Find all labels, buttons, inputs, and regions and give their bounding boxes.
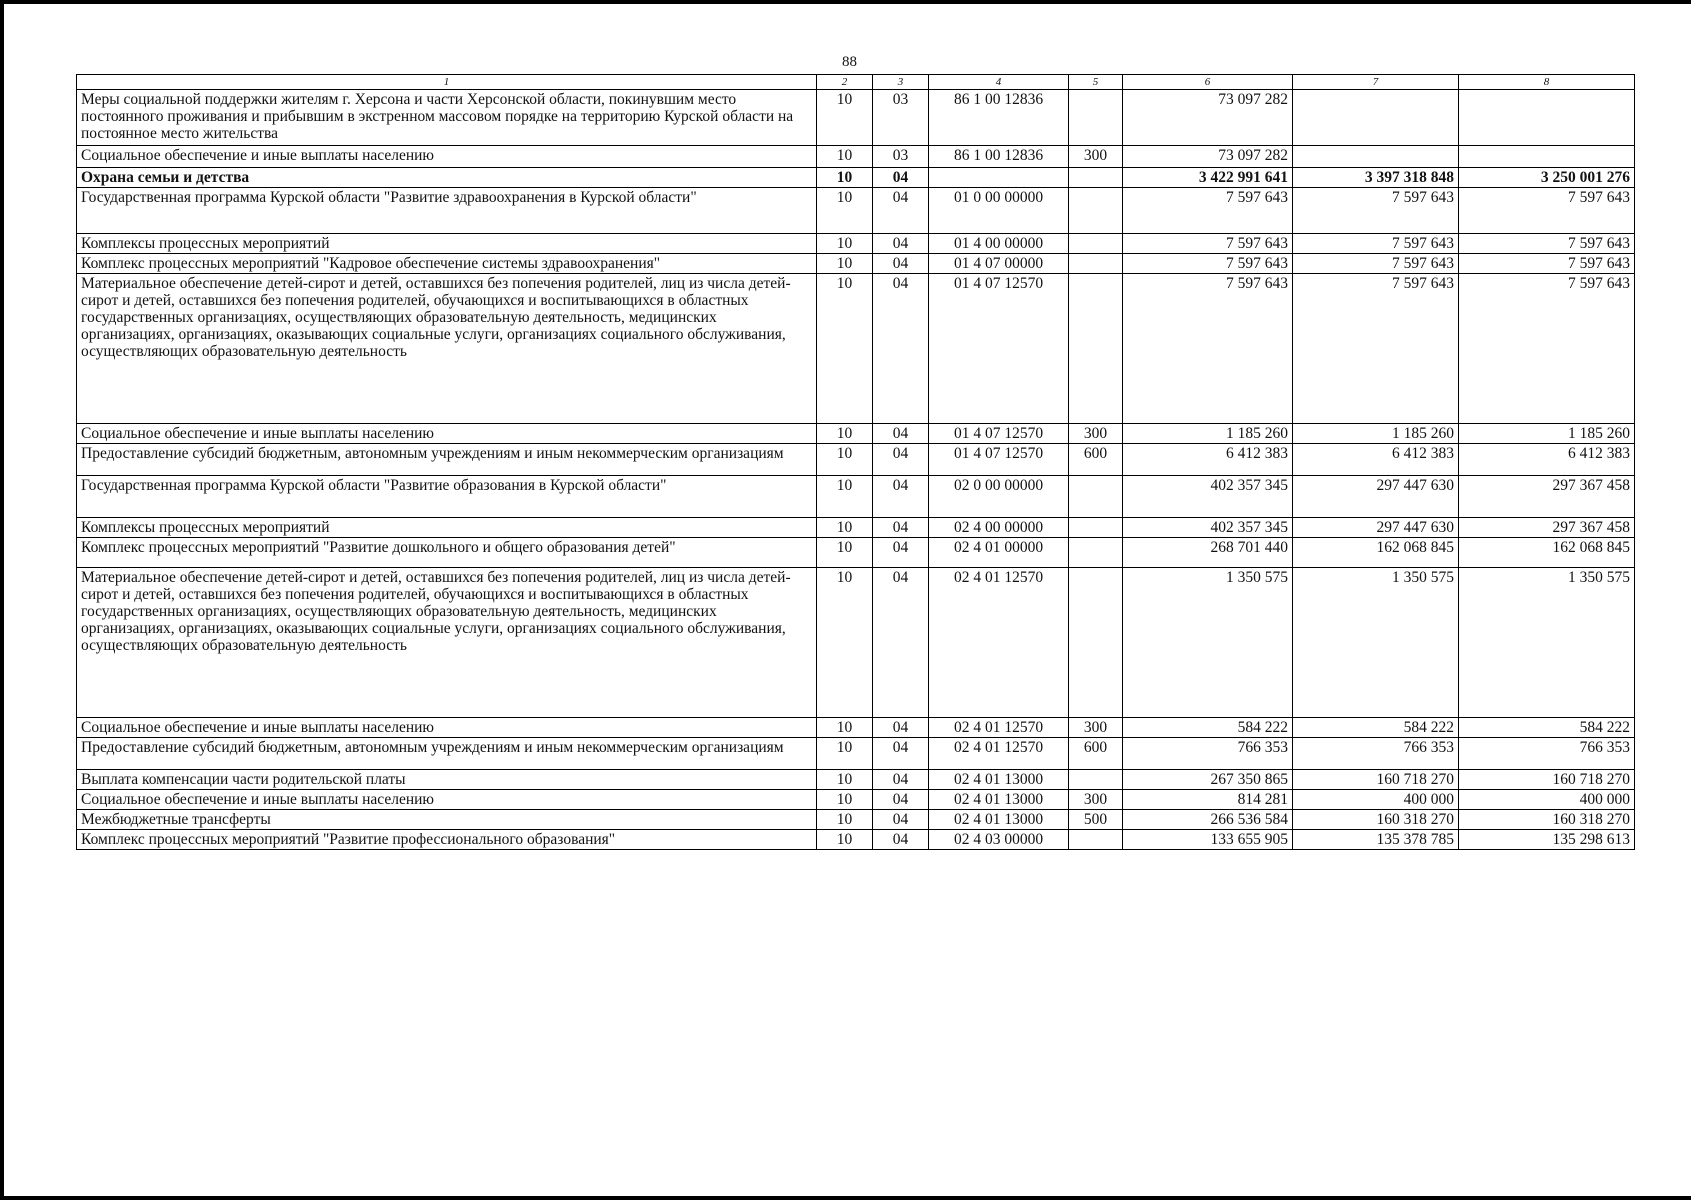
row-amount-col8-cell: 6 412 383 <box>1459 444 1635 476</box>
row-subsection-cell: 04 <box>873 830 929 850</box>
row-section-cell: 10 <box>817 254 873 274</box>
row-expense-type-cell <box>1069 476 1123 518</box>
row-subsection-cell: 04 <box>873 274 929 424</box>
row-subsection-cell: 04 <box>873 738 929 770</box>
row-name-cell: Меры социальной поддержки жителям г. Херсона и части Херсонской области, покинувшим место постоянного проживания и прибывшим в экстренном массовом порядке на территорию Курской области на постоянное место жительства <box>77 90 817 146</box>
table-row <box>77 90 1635 146</box>
row-expense-type-cell <box>1069 770 1123 790</box>
row-subsection-cell: 03 <box>873 146 929 168</box>
row-amount-col6-cell: 1 185 260 <box>1123 424 1293 444</box>
row-amount-col8-cell: 297 367 458 <box>1459 518 1635 538</box>
table-row <box>77 274 1635 424</box>
row-subsection-cell: 04 <box>873 718 929 738</box>
row-amount-col7-cell: 766 353 <box>1293 738 1459 770</box>
row-expense-type-cell <box>1069 518 1123 538</box>
row-amount-col6-cell: 7 597 643 <box>1123 188 1293 234</box>
row-amount-col7-cell: 3 397 318 848 <box>1293 168 1459 188</box>
row-section-cell: 10 <box>817 538 873 568</box>
row-amount-col6-cell: 766 353 <box>1123 738 1293 770</box>
row-target-article-cell: 01 4 07 00000 <box>929 254 1069 274</box>
row-amount-col7-cell: 7 597 643 <box>1293 274 1459 424</box>
row-name-cell: Социальное обеспечение и иные выплаты населению <box>77 790 817 810</box>
table-row <box>77 810 1635 830</box>
row-amount-col6-cell: 73 097 282 <box>1123 90 1293 146</box>
row-target-article-cell: 01 4 07 12570 <box>929 444 1069 476</box>
row-expense-type-cell: 300 <box>1069 718 1123 738</box>
row-section-cell: 10 <box>817 718 873 738</box>
row-section-cell: 10 <box>817 234 873 254</box>
header-col-6: 6 <box>1123 75 1293 90</box>
row-amount-col6-cell: 7 597 643 <box>1123 234 1293 254</box>
row-target-article-cell: 86 1 00 12836 <box>929 146 1069 168</box>
row-section-cell: 10 <box>817 790 873 810</box>
header-col-3: 3 <box>873 75 929 90</box>
row-name-cell: Комплекс процессных мероприятий "Кадровое обеспечение системы здравоохранения" <box>77 254 817 274</box>
row-expense-type-cell: 300 <box>1069 790 1123 810</box>
header-col-8: 8 <box>1459 75 1635 90</box>
row-amount-col6-cell: 73 097 282 <box>1123 146 1293 168</box>
table-row <box>77 444 1635 476</box>
table-row <box>77 234 1635 254</box>
row-amount-col6-cell: 268 701 440 <box>1123 538 1293 568</box>
row-amount-col7-cell: 160 718 270 <box>1293 770 1459 790</box>
row-section-cell: 10 <box>817 444 873 476</box>
row-amount-col8-cell: 297 367 458 <box>1459 476 1635 518</box>
table-row <box>77 168 1635 188</box>
row-name-cell: Межбюджетные трансферты <box>77 810 817 830</box>
row-section-cell: 10 <box>817 168 873 188</box>
row-amount-col7-cell: 1 350 575 <box>1293 568 1459 718</box>
row-target-article-cell: 02 4 01 13000 <box>929 770 1069 790</box>
row-subsection-cell: 04 <box>873 476 929 518</box>
table-row <box>77 188 1635 234</box>
row-section-cell: 10 <box>817 476 873 518</box>
row-amount-col8-cell: 160 718 270 <box>1459 770 1635 790</box>
row-amount-col8-cell: 135 298 613 <box>1459 830 1635 850</box>
row-amount-col7-cell: 6 412 383 <box>1293 444 1459 476</box>
row-target-article-cell: 86 1 00 12836 <box>929 90 1069 146</box>
row-name-cell: Комплексы процессных мероприятий <box>77 234 817 254</box>
row-amount-col7-cell: 297 447 630 <box>1293 518 1459 538</box>
row-amount-col8-cell: 766 353 <box>1459 738 1635 770</box>
table-row <box>77 538 1635 568</box>
row-amount-col8-cell <box>1459 90 1635 146</box>
row-section-cell: 10 <box>817 146 873 168</box>
row-expense-type-cell: 300 <box>1069 146 1123 168</box>
row-amount-col8-cell: 7 597 643 <box>1459 274 1635 424</box>
row-section-cell: 10 <box>817 830 873 850</box>
row-amount-col6-cell: 7 597 643 <box>1123 274 1293 424</box>
row-expense-type-cell: 500 <box>1069 810 1123 830</box>
row-amount-col8-cell: 3 250 001 276 <box>1459 168 1635 188</box>
table-row <box>77 718 1635 738</box>
header-col-2: 2 <box>817 75 873 90</box>
row-subsection-cell: 04 <box>873 234 929 254</box>
row-amount-col7-cell: 297 447 630 <box>1293 476 1459 518</box>
row-target-article-cell: 02 4 01 12570 <box>929 568 1069 718</box>
row-amount-col6-cell: 7 597 643 <box>1123 254 1293 274</box>
row-name-cell: Социальное обеспечение и иные выплаты населению <box>77 424 817 444</box>
row-section-cell: 10 <box>817 770 873 790</box>
table-row <box>77 146 1635 168</box>
row-name-cell: Социальное обеспечение и иные выплаты населению <box>77 718 817 738</box>
row-section-cell: 10 <box>817 274 873 424</box>
row-subsection-cell: 04 <box>873 518 929 538</box>
row-name-cell: Выплата компенсации части родительской платы <box>77 770 817 790</box>
row-amount-col8-cell: 7 597 643 <box>1459 188 1635 234</box>
row-amount-col8-cell: 160 318 270 <box>1459 810 1635 830</box>
row-amount-col8-cell: 1 185 260 <box>1459 424 1635 444</box>
row-amount-col7-cell: 160 318 270 <box>1293 810 1459 830</box>
row-subsection-cell: 04 <box>873 790 929 810</box>
row-amount-col7-cell <box>1293 146 1459 168</box>
table-row <box>77 518 1635 538</box>
row-expense-type-cell <box>1069 188 1123 234</box>
table-row <box>77 770 1635 790</box>
row-subsection-cell: 04 <box>873 538 929 568</box>
page-number: 88 <box>842 54 857 70</box>
table-header <box>77 75 1635 90</box>
row-name-cell: Охрана семьи и детства <box>77 168 817 188</box>
row-amount-col6-cell: 267 350 865 <box>1123 770 1293 790</box>
row-expense-type-cell <box>1069 538 1123 568</box>
row-expense-type-cell <box>1069 168 1123 188</box>
row-target-article-cell: 02 4 00 00000 <box>929 518 1069 538</box>
row-expense-type-cell: 600 <box>1069 738 1123 770</box>
row-amount-col8-cell: 400 000 <box>1459 790 1635 810</box>
budget-table <box>76 74 1635 850</box>
row-subsection-cell: 04 <box>873 810 929 830</box>
row-expense-type-cell: 300 <box>1069 424 1123 444</box>
row-name-cell: Комплекс процессных мероприятий "Развитие профессионального образования" <box>77 830 817 850</box>
row-target-article-cell: 01 4 00 00000 <box>929 234 1069 254</box>
row-name-cell: Социальное обеспечение и иные выплаты населению <box>77 146 817 168</box>
row-name-cell: Предоставление субсидий бюджетным, автономным учреждениям и иным некоммерческим организациям <box>77 444 817 476</box>
row-target-article-cell: 02 4 01 12570 <box>929 718 1069 738</box>
table-row <box>77 830 1635 850</box>
row-expense-type-cell <box>1069 274 1123 424</box>
row-amount-col6-cell: 1 350 575 <box>1123 568 1293 718</box>
table-row <box>77 790 1635 810</box>
row-subsection-cell: 04 <box>873 770 929 790</box>
row-name-cell: Предоставление субсидий бюджетным, автономным учреждениям и иным некоммерческим организациям <box>77 738 817 770</box>
row-target-article-cell: 01 4 07 12570 <box>929 274 1069 424</box>
row-amount-col7-cell: 7 597 643 <box>1293 234 1459 254</box>
row-expense-type-cell <box>1069 568 1123 718</box>
row-name-cell: Материальное обеспечение детей-сирот и детей, оставшихся без попечения родителей, лиц из числа детей-сирот и детей, оставшихся без попечения родителей, обучающихся и воспитывающихся в областных государственных организациях, осуществляющих образовательную деятельность, медицинских организациях, организациях, оказывающих социальные услуги, организациях социального обслуживания, осуществляющих образовательную деятельность <box>77 274 817 424</box>
row-subsection-cell: 04 <box>873 424 929 444</box>
row-amount-col8-cell: 162 068 845 <box>1459 538 1635 568</box>
row-amount-col7-cell <box>1293 90 1459 146</box>
row-amount-col7-cell: 162 068 845 <box>1293 538 1459 568</box>
row-target-article-cell: 02 4 03 00000 <box>929 830 1069 850</box>
row-amount-col7-cell: 584 222 <box>1293 718 1459 738</box>
row-amount-col7-cell: 1 185 260 <box>1293 424 1459 444</box>
row-name-cell: Материальное обеспечение детей-сирот и детей, оставшихся без попечения родителей, лиц из числа детей-сирот и детей, оставшихся без попечения родителей, обучающихся и воспитывающихся в областных государственных организациях, осуществляющих образовательную деятельность, медицинских организациях, организациях, оказывающих социальные услуги, организациях социального обслуживания, осуществляющих образовательную деятельность <box>77 568 817 718</box>
row-target-article-cell: 02 4 01 00000 <box>929 538 1069 568</box>
row-amount-col8-cell: 7 597 643 <box>1459 254 1635 274</box>
header-col-1: 1 <box>77 75 817 90</box>
row-name-cell: Государственная программа Курской области "Развитие здравоохранения в Курской области" <box>77 188 817 234</box>
row-section-cell: 10 <box>817 738 873 770</box>
row-target-article-cell: 02 4 01 12570 <box>929 738 1069 770</box>
row-section-cell: 10 <box>817 90 873 146</box>
row-subsection-cell: 04 <box>873 254 929 274</box>
row-amount-col6-cell: 402 357 345 <box>1123 476 1293 518</box>
row-amount-col6-cell: 814 281 <box>1123 790 1293 810</box>
table-row <box>77 424 1635 444</box>
row-target-article-cell: 01 4 07 12570 <box>929 424 1069 444</box>
row-target-article-cell: 02 4 01 13000 <box>929 790 1069 810</box>
table-row <box>77 254 1635 274</box>
row-section-cell: 10 <box>817 810 873 830</box>
row-target-article-cell: 02 4 01 13000 <box>929 810 1069 830</box>
row-amount-col6-cell: 133 655 905 <box>1123 830 1293 850</box>
table-row <box>77 738 1635 770</box>
row-expense-type-cell <box>1069 90 1123 146</box>
row-amount-col7-cell: 135 378 785 <box>1293 830 1459 850</box>
header-row <box>77 75 1635 90</box>
row-target-article-cell: 01 0 00 00000 <box>929 188 1069 234</box>
row-amount-col8-cell <box>1459 146 1635 168</box>
row-name-cell: Комплексы процессных мероприятий <box>77 518 817 538</box>
row-expense-type-cell: 600 <box>1069 444 1123 476</box>
header-col-5: 5 <box>1069 75 1123 90</box>
row-amount-col8-cell: 584 222 <box>1459 718 1635 738</box>
row-section-cell: 10 <box>817 568 873 718</box>
row-subsection-cell: 04 <box>873 168 929 188</box>
header-col-4: 4 <box>929 75 1069 90</box>
row-name-cell: Комплекс процессных мероприятий "Развитие дошкольного и общего образования детей" <box>77 538 817 568</box>
row-amount-col6-cell: 3 422 991 641 <box>1123 168 1293 188</box>
row-section-cell: 10 <box>817 424 873 444</box>
row-amount-col6-cell: 6 412 383 <box>1123 444 1293 476</box>
table-body <box>77 90 1635 850</box>
row-amount-col6-cell: 584 222 <box>1123 718 1293 738</box>
table-row <box>77 476 1635 518</box>
row-subsection-cell: 04 <box>873 188 929 234</box>
row-target-article-cell: 02 0 00 00000 <box>929 476 1069 518</box>
table-row <box>77 568 1635 718</box>
row-amount-col6-cell: 402 357 345 <box>1123 518 1293 538</box>
row-section-cell: 10 <box>817 188 873 234</box>
row-expense-type-cell <box>1069 830 1123 850</box>
row-amount-col8-cell: 7 597 643 <box>1459 234 1635 254</box>
row-amount-col8-cell: 1 350 575 <box>1459 568 1635 718</box>
row-name-cell: Государственная программа Курской области "Развитие образования в Курской области" <box>77 476 817 518</box>
row-section-cell: 10 <box>817 518 873 538</box>
row-expense-type-cell <box>1069 234 1123 254</box>
row-subsection-cell: 04 <box>873 568 929 718</box>
row-subsection-cell: 03 <box>873 90 929 146</box>
row-amount-col7-cell: 7 597 643 <box>1293 188 1459 234</box>
row-subsection-cell: 04 <box>873 444 929 476</box>
row-amount-col7-cell: 400 000 <box>1293 790 1459 810</box>
row-expense-type-cell <box>1069 254 1123 274</box>
row-amount-col6-cell: 266 536 584 <box>1123 810 1293 830</box>
row-amount-col7-cell: 7 597 643 <box>1293 254 1459 274</box>
header-col-7: 7 <box>1293 75 1459 90</box>
row-target-article-cell <box>929 168 1069 188</box>
